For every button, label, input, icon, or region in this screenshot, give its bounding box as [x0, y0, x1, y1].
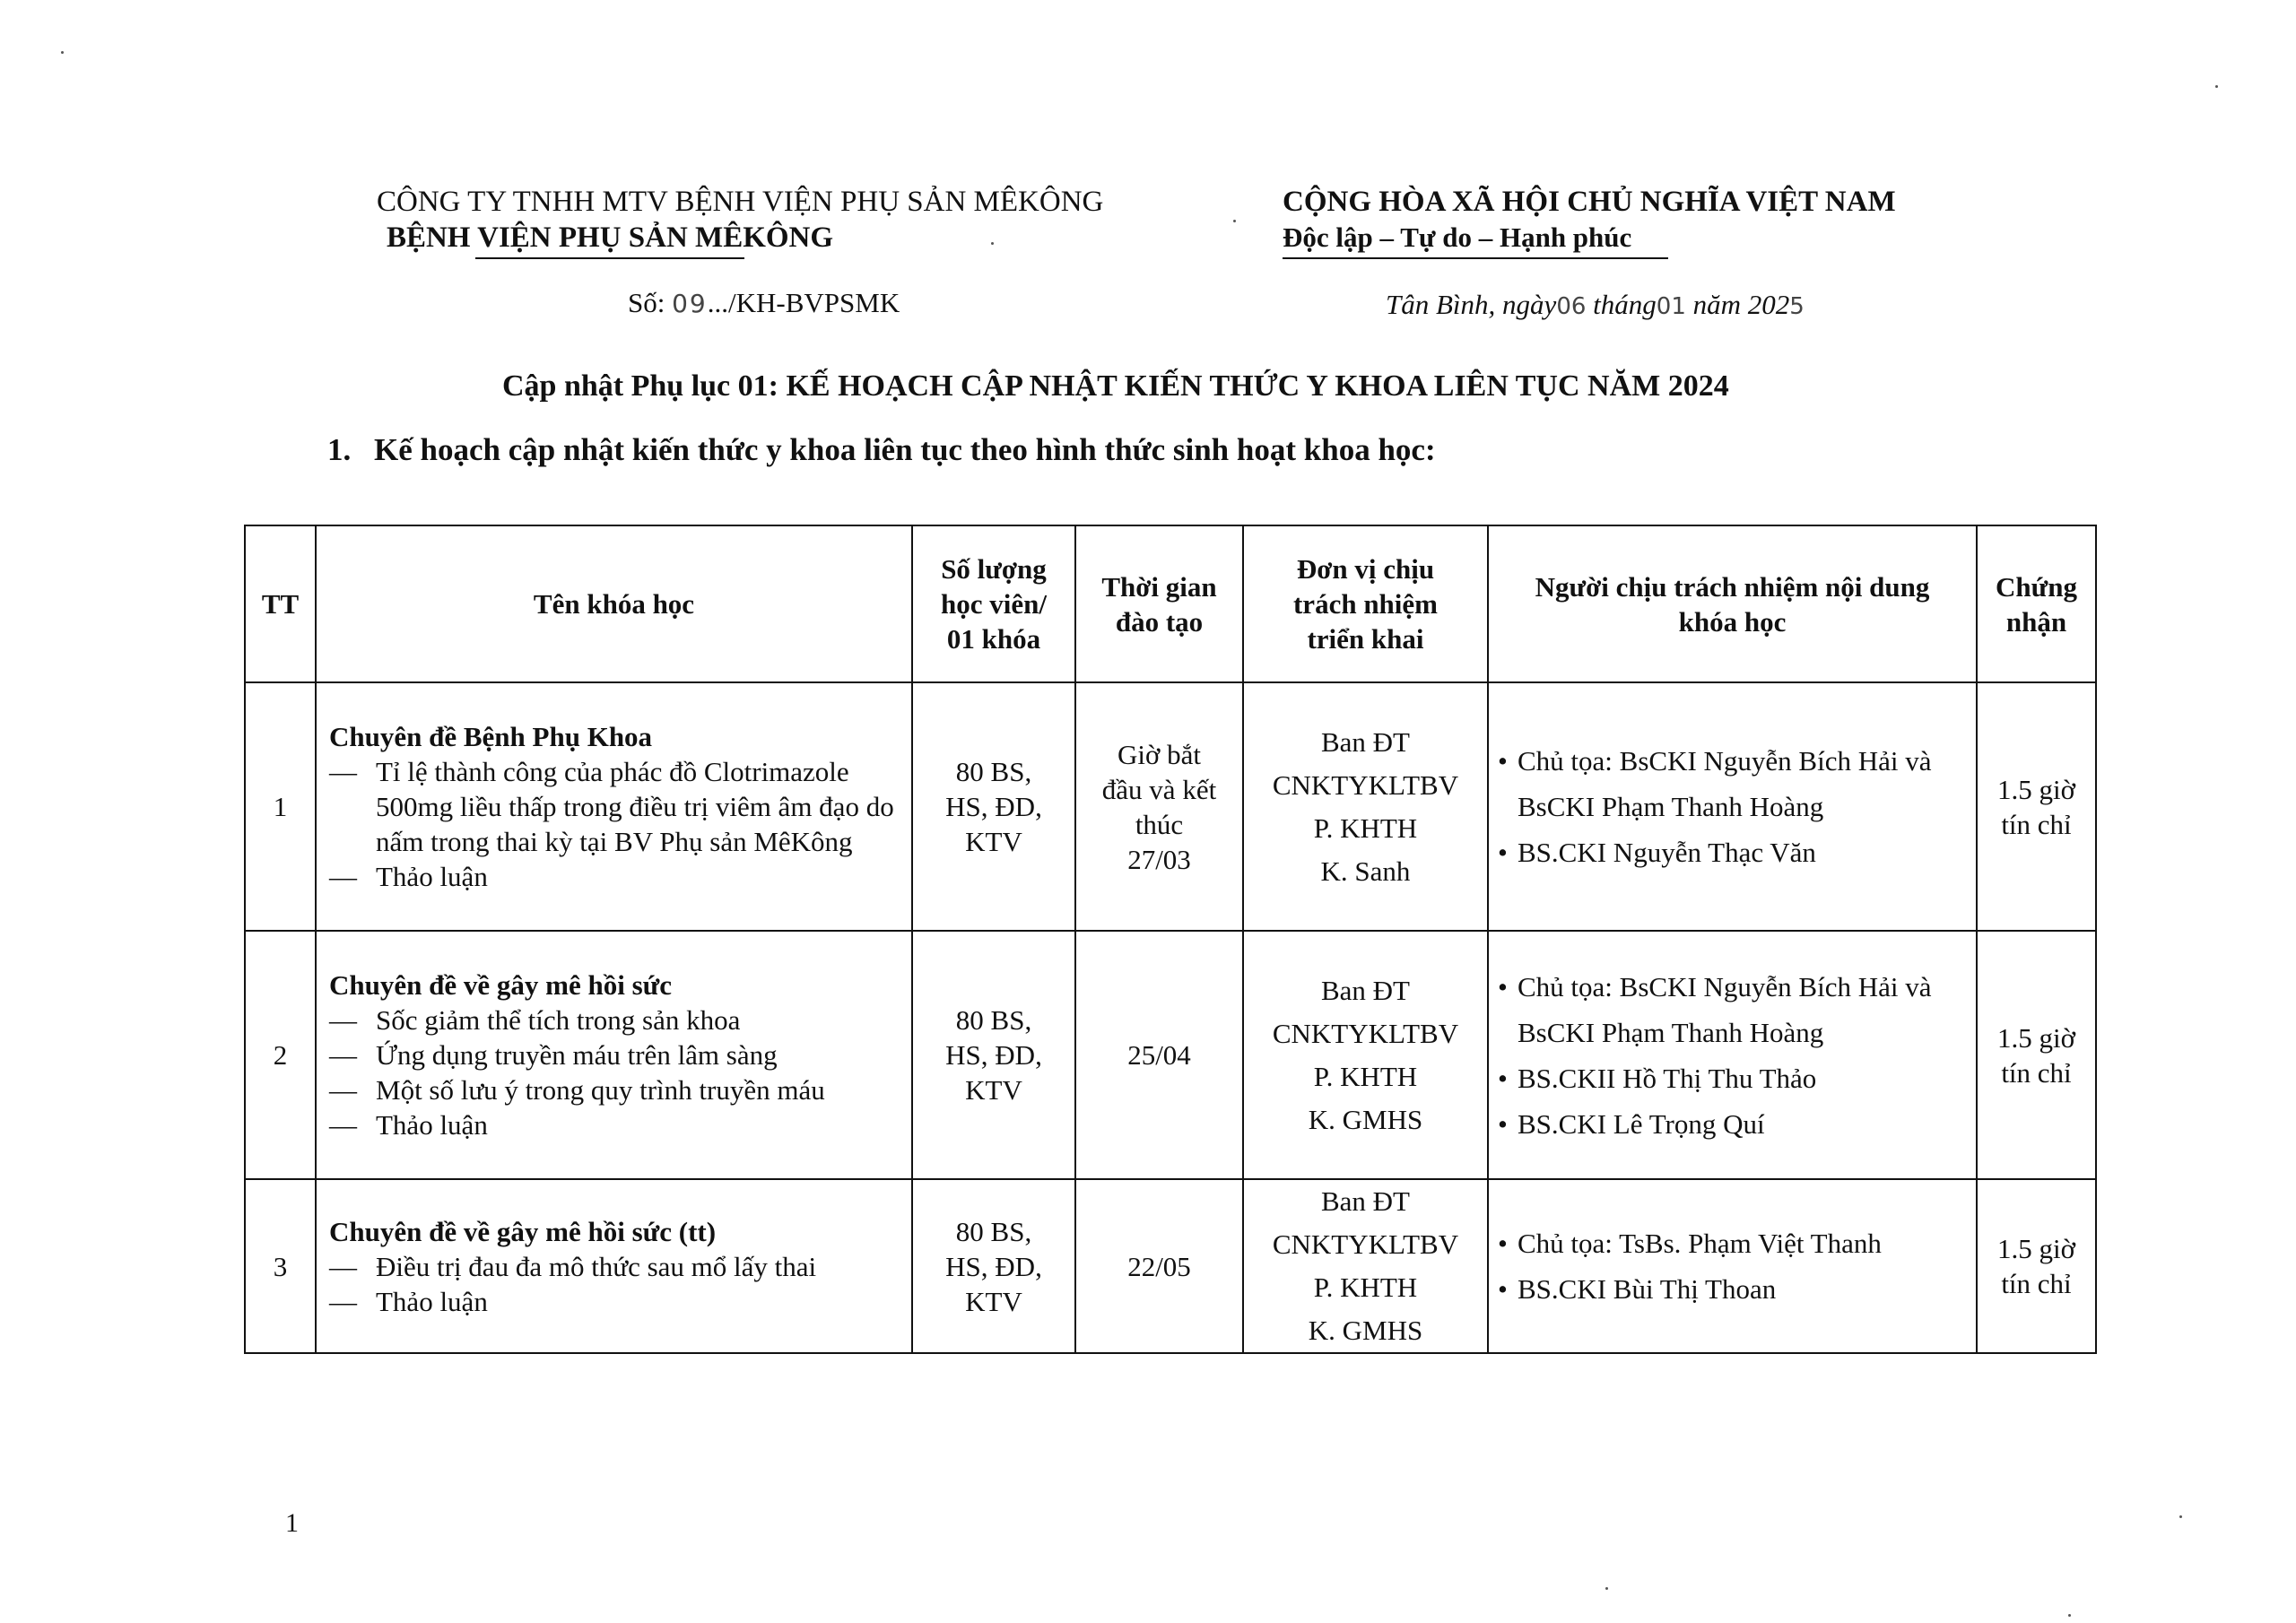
dash-marker: — — [329, 756, 357, 787]
place-date-part3: năm 202 — [1685, 289, 1790, 320]
course-topic-text: Sốc giảm thể tích trong sản khoa — [376, 1004, 741, 1036]
person-item — [1498, 829, 1967, 875]
header-right — [1283, 184, 1896, 259]
students-line: 80 BS, — [955, 756, 1032, 787]
month-handwritten: 01 — [1656, 293, 1686, 320]
person-item — [1498, 738, 1967, 829]
header-students-line1: Số lượng — [941, 553, 1047, 585]
students-line: HS, ĐD, — [945, 1039, 1042, 1071]
training-time-line: Giờ bắt — [1117, 738, 1201, 770]
person-text: BS.CKII Hồ Thị Thu Thảo — [1518, 1062, 1817, 1094]
document-number — [628, 287, 900, 319]
person-item — [1498, 1055, 1967, 1101]
course-topic-item — [329, 1072, 902, 1107]
header-person-line2: khóa học — [1678, 605, 1787, 638]
course-topic-item — [329, 1249, 902, 1284]
scan-speck — [2068, 1614, 2071, 1617]
person-item — [1498, 964, 1967, 1055]
person-list — [1498, 964, 1967, 1147]
course-topic-text: Một số lưu ý trong quy trình truyền máu — [376, 1074, 825, 1106]
responsible-unit-line: Ban ĐT — [1320, 1185, 1410, 1217]
bullet-marker: • — [1498, 970, 1508, 1002]
bullet-marker: • — [1498, 1273, 1508, 1305]
header-time-line2: đào tạo — [1115, 605, 1204, 638]
certificate-cell — [1977, 1179, 2096, 1353]
course-topic-text: Ứng dụng truyền máu trên lâm sàng — [376, 1039, 778, 1071]
row-number: 3 — [245, 1179, 316, 1353]
certificate-line: tín chỉ — [2001, 1056, 2072, 1089]
responsible-unit-line: K. Sanh — [1320, 855, 1411, 887]
course-topic-item — [329, 859, 902, 894]
header-students-line3: 01 khóa — [946, 623, 1041, 655]
course-cell — [316, 682, 912, 931]
course-topic-text: Thảo luận — [376, 1109, 488, 1141]
course-topic-item — [329, 754, 902, 859]
course-cell — [316, 1179, 912, 1353]
header-unit — [1243, 525, 1488, 682]
person-text: BS.CKI Nguyễn Thạc Văn — [1518, 837, 1816, 868]
header-time-line1: Thời gian — [1101, 570, 1217, 603]
section-heading — [327, 432, 1436, 468]
content-person-cell — [1488, 682, 1977, 931]
header-person — [1488, 525, 1977, 682]
students-line: 80 BS, — [955, 1215, 1032, 1247]
person-list — [1498, 1220, 1967, 1312]
training-time-cell — [1075, 931, 1243, 1179]
table-row — [245, 931, 2096, 1179]
page-number: 1 — [285, 1508, 299, 1538]
place-date-part1: Tân Bình, ngày — [1386, 289, 1557, 320]
students-line: HS, ĐD, — [945, 791, 1042, 822]
dash-marker: — — [329, 1285, 357, 1317]
students-cell — [912, 931, 1075, 1179]
dash-marker: — — [329, 1074, 357, 1106]
person-item — [1498, 1101, 1967, 1147]
motto-underline — [1283, 257, 1668, 259]
course-topic-list — [329, 754, 902, 894]
person-text: Chủ tọa: BsCKI Nguyễn Bích Hải và BsCKI Phạm Thanh Hoàng — [1518, 970, 1932, 1048]
dash-marker: — — [329, 1039, 357, 1071]
document-title: Cập nhật Phụ lục 01: KẾ HOẠCH CẬP NHẬT KIẾN THỨC Y KHOA LIÊN TỤC NĂM 2024 — [502, 369, 1729, 403]
content-person-cell — [1488, 931, 1977, 1179]
header-course: Tên khóa học — [316, 525, 912, 682]
bullet-marker: • — [1498, 745, 1508, 777]
training-time-cell — [1075, 682, 1243, 931]
course-topic-item — [329, 1002, 902, 1037]
training-plan-table — [244, 525, 2097, 1354]
dash-marker: — — [329, 1004, 357, 1036]
bullet-marker: • — [1498, 1062, 1508, 1094]
section-text: Kế hoạch cập nhật kiến thức y khoa liên tục theo hình thức sinh hoạt khoa học: — [374, 432, 1436, 467]
header-person-line1: Người chịu trách nhiệm nội dung — [1535, 570, 1930, 603]
person-item — [1498, 1220, 1967, 1266]
header-students — [912, 525, 1075, 682]
doc-number-suffix: .../KH-BVPSMK — [707, 287, 900, 318]
course-topic-item — [329, 1284, 902, 1319]
section-number: 1. — [327, 432, 352, 467]
dash-marker: — — [329, 861, 357, 892]
person-text: Chủ tọa: BsCKI Nguyễn Bích Hải và BsCKI Phạm Thanh Hoàng — [1518, 745, 1932, 822]
course-title: Chuyên đề về gây mê hồi sức — [329, 969, 672, 1001]
person-item — [1498, 1266, 1967, 1312]
bullet-marker: • — [1498, 837, 1508, 868]
course-topic-item — [329, 1107, 902, 1142]
place-date-part2: tháng — [1586, 289, 1657, 320]
training-time-line: thúc — [1135, 808, 1184, 840]
students-line: KTV — [965, 1285, 1022, 1317]
header-cert-line2: nhận — [2005, 605, 2067, 638]
certificate-line: tín chỉ — [2001, 1268, 2072, 1299]
responsible-unit-line: CNKTYKLTBV — [1272, 1228, 1459, 1260]
dash-marker: — — [329, 1109, 357, 1141]
responsible-unit-line: Ban ĐT — [1320, 725, 1410, 758]
course-title: Chuyên đề Bệnh Phụ Khoa — [329, 721, 653, 752]
course-topic-text: Thảo luận — [376, 1285, 488, 1317]
responsible-unit-cell — [1243, 682, 1488, 931]
content-person-cell — [1488, 1179, 1977, 1353]
scan-speck — [991, 242, 994, 245]
course-cell — [316, 931, 912, 1179]
responsible-unit-line: K. GMHS — [1308, 1103, 1423, 1135]
responsible-unit-line: P. KHTH — [1313, 812, 1418, 844]
year-handwritten: 5 — [1789, 293, 1805, 320]
course-topic-text: Điều trị đau đa mô thức sau mổ lấy thai — [376, 1250, 817, 1282]
person-text: Chủ tọa: TsBs. Phạm Việt Thanh — [1518, 1228, 1882, 1259]
header-tt: TT — [245, 525, 316, 682]
certificate-cell — [1977, 931, 2096, 1179]
row-number: 1 — [245, 682, 316, 931]
certificate-line: 1.5 giờ — [1996, 1021, 2075, 1054]
doc-number-prefix: Số: — [628, 287, 673, 318]
responsible-unit-line: P. KHTH — [1313, 1271, 1418, 1303]
certificate-line: tín chỉ — [2001, 808, 2072, 840]
course-topic-item — [329, 1037, 902, 1072]
header-left — [377, 184, 1104, 259]
header-time — [1075, 525, 1243, 682]
course-title: Chuyên đề về gây mê hồi sức (tt) — [329, 1215, 717, 1247]
responsible-unit-line: K. GMHS — [1308, 1315, 1423, 1346]
responsible-unit-line: P. KHTH — [1313, 1060, 1418, 1092]
dash-marker: — — [329, 1250, 357, 1282]
header-cert — [1977, 525, 2096, 682]
students-line: KTV — [965, 1074, 1022, 1106]
hospital-name: BỆNH VIỆN PHỤ SẢN MÊKÔNG — [386, 221, 834, 254]
scan-speck — [61, 51, 64, 54]
certificate-line: 1.5 giờ — [1996, 1233, 2075, 1264]
header-unit-line3: triển khai — [1307, 623, 1424, 655]
students-line: 80 BS, — [955, 1004, 1032, 1036]
table-header-row — [245, 525, 2096, 682]
person-text: BS.CKI Lê Trọng Quí — [1518, 1107, 1765, 1140]
training-time-line: 27/03 — [1127, 843, 1191, 875]
person-list — [1498, 738, 1967, 875]
course-topic-text: Tỉ lệ thành công của phác đồ Clotrimazole 500mg liều thấp trong điều trị viêm âm đạo do nấm trong thai kỳ tại BV Phụ sản MêKông — [376, 756, 894, 857]
scan-speck — [1233, 220, 1236, 222]
training-time-line: đầu và kết — [1101, 773, 1217, 805]
certificate-line: 1.5 giờ — [1996, 773, 2075, 805]
day-handwritten: 06 — [1556, 293, 1587, 320]
responsible-unit-line: Ban ĐT — [1320, 974, 1410, 1006]
scan-speck — [2179, 1515, 2182, 1518]
students-cell — [912, 1179, 1075, 1353]
table-row — [245, 1179, 2096, 1353]
header-students-line2: học viên/ — [941, 588, 1047, 620]
course-topic-list — [329, 1249, 902, 1319]
nation-name: CỘNG HÒA XÃ HỘI CHỦ NGHĨA VIỆT NAM — [1283, 186, 1896, 218]
responsible-unit-line: CNKTYKLTBV — [1272, 1017, 1459, 1049]
row-number: 2 — [245, 931, 316, 1179]
students-line: HS, ĐD, — [945, 1250, 1042, 1282]
training-time-cell — [1075, 1179, 1243, 1353]
training-time-line: 25/04 — [1127, 1039, 1191, 1071]
scan-speck — [2215, 85, 2218, 88]
person-text: BS.CKI Bùi Thị Thoan — [1518, 1273, 1777, 1305]
table-row — [245, 682, 2096, 931]
bullet-marker: • — [1498, 1228, 1508, 1259]
training-time-line: 22/05 — [1127, 1250, 1191, 1282]
doc-number-handwritten: 09 — [672, 289, 708, 318]
bullet-marker: • — [1498, 1107, 1508, 1140]
course-topic-text: Thảo luận — [376, 861, 488, 892]
certificate-cell — [1977, 682, 2096, 931]
responsible-unit-line: CNKTYKLTBV — [1272, 768, 1459, 801]
place-date — [1386, 289, 1805, 321]
students-cell — [912, 682, 1075, 931]
students-line: KTV — [965, 826, 1022, 857]
responsible-unit-cell — [1243, 1179, 1488, 1353]
motto: Độc lập – Tự do – Hạnh phúc — [1283, 221, 1632, 253]
course-topic-list — [329, 1002, 902, 1142]
header-unit-line1: Đơn vị chịu — [1296, 553, 1435, 585]
header-cert-line1: Chứng — [1996, 570, 2077, 603]
scan-speck — [1605, 1587, 1608, 1590]
hospital-underline — [475, 257, 744, 259]
header-unit-line2: trách nhiệm — [1292, 588, 1438, 620]
responsible-unit-cell — [1243, 931, 1488, 1179]
company-name: CÔNG TY TNHH MTV BỆNH VIỆN PHỤ SẢN MÊKÔNG — [377, 186, 1104, 218]
